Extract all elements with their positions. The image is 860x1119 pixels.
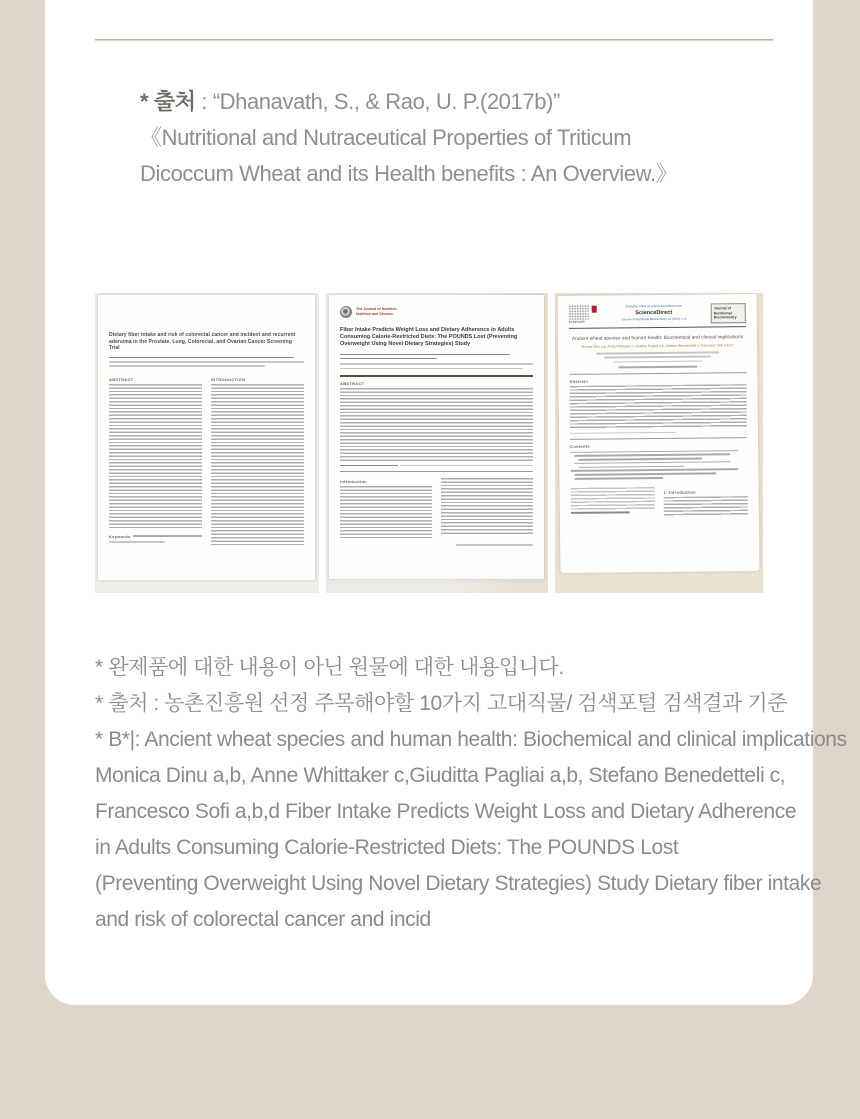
paper3-doi-line [571, 511, 630, 513]
paper2-journal-section: Nutrition and Disease [356, 312, 393, 316]
paper1-introduction-text [211, 384, 304, 546]
paper1-keywords-text [109, 541, 165, 543]
paper3-footnote-text [571, 487, 655, 510]
sciencedirect-logo: ScienceDirect [635, 309, 673, 316]
paper1-authors-line [109, 357, 294, 359]
citation-source-label: * 출처 [140, 89, 196, 114]
paper2-introduction-heading: Introduction [340, 479, 367, 485]
paper2-introduction-text [441, 478, 533, 536]
paper3-page [558, 294, 760, 573]
footnote-line: in Adults Consuming Calorie-Restricted Diets: The POUNDS Lost [95, 836, 679, 859]
paper2-authors-line [340, 358, 437, 360]
paper1-keywords-label: Keywords [109, 533, 131, 539]
paper2-authors-line [340, 354, 510, 356]
journal-emblem-icon [592, 306, 597, 313]
paper1-keywords-text [133, 535, 202, 537]
paper3-available-online: Available online at www.sciencedirect.com [625, 303, 682, 309]
paper-thumbnail-dietary-fiber [95, 293, 319, 593]
paper3-received-line [618, 366, 698, 368]
paper1-affiliation-line [109, 365, 265, 367]
paper-thumbnail-ancient-wheat [555, 293, 763, 593]
paper2-footer-line [456, 544, 533, 546]
paper3-journal-cover-box: Journal of Nutritional Biochemistry [711, 303, 746, 323]
paper1-page [98, 295, 315, 580]
footnote-line: * 완제품에 대한 내용이 아닌 원물에 대한 내용입니다. [95, 656, 564, 679]
elsevier-label: ELSEVIER [568, 319, 585, 324]
paper1-title: Dietary fiber intake and risk of colorectal cancer and incident and recurrent adenoma in the Prostate, Lung, Colorectal, and Ovarian Cancer Screening Trial [109, 332, 296, 352]
paper2-affiliation-line [340, 363, 533, 365]
citation-line-2: 《Nutritional and Nutraceutical Properties of Triticum [140, 125, 632, 150]
journal-of-nutrition-logo-icon [340, 306, 352, 318]
paper3-journal-reference: Journal of Nutritional Biochemistry xx (2016) 1–9 [621, 316, 687, 322]
paper2-abstract-text [340, 388, 533, 462]
footnote-line: Monica Dinu a,b, Anne Whittaker c,Giuditta Pagliai a,b, Stefano Benedetteli c, [95, 764, 786, 787]
paper3-title: Ancient wheat species and human health: Biochemical and clinical implications [571, 334, 744, 342]
paper2-keywords-line [400, 465, 533, 467]
paper3-abstract-heading: Abstract [569, 378, 589, 384]
top-divider [95, 39, 773, 41]
paper2-abstract-heading: ABSTRACT [340, 380, 365, 386]
paper1-introduction-heading: INTRODUCTION [211, 376, 246, 382]
paper3-keywords-line [570, 432, 676, 435]
paper2-title: Fiber Intake Predicts Weight Loss and Dietary Adherence in Adults Consuming Calorie-Restricted Diets: The POUNDS Lost (Preventing Overweight Using Novel Dietary Strategies) Study [340, 327, 518, 348]
paper2-introduction-text [340, 486, 432, 538]
citation-line-1 [140, 84, 677, 120]
paper2-keywords-line [340, 465, 398, 467]
paper3-table-of-contents [570, 450, 747, 480]
paper1-abstract-heading: ABSTRACT [109, 376, 134, 382]
paper2-affiliation-line [340, 368, 523, 370]
paper2-page [329, 295, 544, 579]
paper1-affiliation-line [109, 361, 304, 363]
paper3-affiliation-line [613, 360, 702, 363]
footnote-line: (Preventing Overweight Using Novel Dietary Strategies) Study Dietary fiber intake [95, 872, 822, 895]
footnote-line: and risk of colorectal cancer and incid [95, 908, 431, 931]
paper2-journal-name: The Journal of Nutrition [356, 307, 397, 312]
content-card [45, 0, 847, 1005]
paper3-affiliation-line [605, 356, 711, 359]
paper-thumbnails-row [95, 293, 763, 593]
citation-block [140, 84, 677, 192]
footnote-line: * 출처 : 농촌진흥원 선정 주목해야할 10가지 고대직물/ 검색포털 검색결과 기준 [95, 692, 788, 715]
citation-line-3: Dicoccum Wheat and its Health benefits : An Overview.》 [140, 161, 678, 186]
footnote-line: * B*|: Ancient wheat species and human health: Biochemical and clinical implications [95, 728, 847, 751]
footnotes-block [95, 650, 847, 938]
paper-thumbnail-fiber-intake [326, 293, 548, 593]
paper3-introduction-text [664, 496, 748, 517]
paper3-affiliation-line [596, 352, 720, 355]
footnote-line: Francesco Sofi a,b,d Fiber Intake Predicts Weight Loss and Dietary Adherence [95, 800, 797, 823]
paper3-abstract-text [569, 384, 746, 430]
paper3-introduction-heading: 1. Introduction [663, 489, 696, 495]
paper3-contents-heading: Contents [570, 444, 590, 450]
citation-reference: : “Dhanavath, S., & Rao, U. P.(2017b)” [195, 89, 560, 114]
elsevier-tree-icon [569, 305, 589, 320]
paper1-abstract-text [109, 384, 202, 530]
paper3-authors: Monica Dinu a,b, Anne Whittaker c, Giuditta Pagliai a,b, Stefano Benedettelli c, Francesco Sofi a,b,d,* [581, 343, 734, 349]
